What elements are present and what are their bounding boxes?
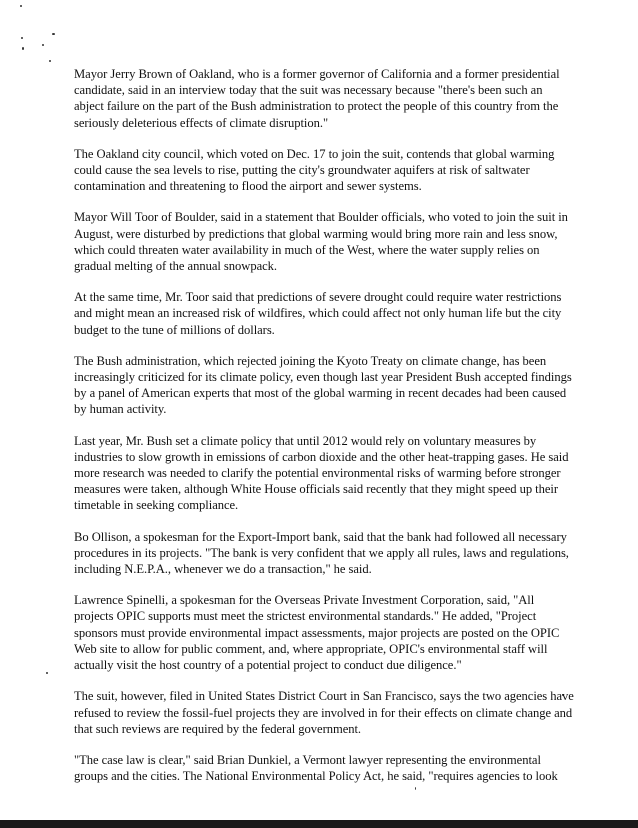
paragraph-toor-boulder: Mayor Will Toor of Boulder, said in a statement that Boulder officials, who voted to join the suit in August, were disturbed by predictions that global warming would bring more rain and less snow, which could threaten water availability in much of the West, where the water supply relies on gradual melting of the annual snowpack. [74, 210, 568, 274]
scan-speck [49, 60, 51, 62]
paragraph-dunkiel: "The case law is clear," said Brian Dunkiel, a Vermont lawyer representing the environmental groups and the cities. The National Environmental Policy Act, he said, "requires agencies to look [74, 752, 558, 784]
paragraph-oakland-council: The Oakland city council, which voted on Dec. 17 to join the suit, contends that global warming could cause the sea levels to rise, putting the city's groundwater aquifers at risk of saltwater contamination and threatening to flood the airport and sewer systems. [74, 146, 555, 194]
scan-speck [52, 33, 55, 35]
paragraph-spinelli: Lawrence Spinelli, a spokesman for the Overseas Private Investment Corporation, said, "All projects OPIC supports must meet the strictest environmental standards." He added, "Project sponsors must provide environmental impact assessments, major projects are posted on the OPIC Web site to allow for public comment, and, where appropriate, OPIC's environmental staff will actually visit the host country of a potential project to conduct due diligence." [74, 593, 560, 673]
paragraph-ollison: Bo Ollison, a spokesman for the Export-Import bank, said that the bank had followed all necessary procedures in its projects. "The bank is very confident that we apply all rules, laws and regulations, including N.E.P.A., whenever we do a transaction," he said. [74, 529, 569, 577]
paragraph-brown-quote: Mayor Jerry Brown of Oakland, who is a former governor of California and a former presidential candidate, said in an interview today that the suit was necessary because "there's been such an abject failure on the part of the Bush administration to protect the people of this country from the seriously deleterious effects of climate disruption." [74, 67, 560, 130]
paragraph-bush-administration: The Bush administration, which rejected joining the Kyoto Treaty on climate change, has been increasingly criticized for its climate policy, even though last year President Bush accepted findings by a panel of American experts that most of the global warming in recent decades had been caused by human activity. [74, 353, 572, 417]
scan-speck [22, 47, 24, 50]
scan-speck [46, 672, 48, 674]
paragraph-drought: At the same time, Mr. Toor said that predictions of severe drought could require water restrictions and might mean an increased risk of wildfires, which could affect not only human life but the city budget to the tune of millions of dollars. [74, 290, 562, 337]
article-body [74, 66, 574, 799]
scan-bottom-edge [0, 820, 638, 828]
scan-speck [42, 44, 44, 46]
paragraph-climate-policy: Last year, Mr. Bush set a climate policy that until 2012 would rely on voluntary measures by industries to slow growth in emissions of carbon dioxide and the other heat-trapping gases. He said more research was needed to clarify the potential environmental risks of warming before stronger measures were taken, although White House officials said recently that they might speed up their timetable in seeking compliance. [74, 433, 569, 513]
scan-speck [21, 37, 23, 39]
paragraph-suit-filed: The suit, however, filed in United States District Court in San Francisco, says the two agencies have refused to review the fossil-fuel projects they are involved in for their effects on climate change and that such reviews are required by the federal government. [74, 689, 574, 736]
scan-speck [20, 5, 22, 7]
